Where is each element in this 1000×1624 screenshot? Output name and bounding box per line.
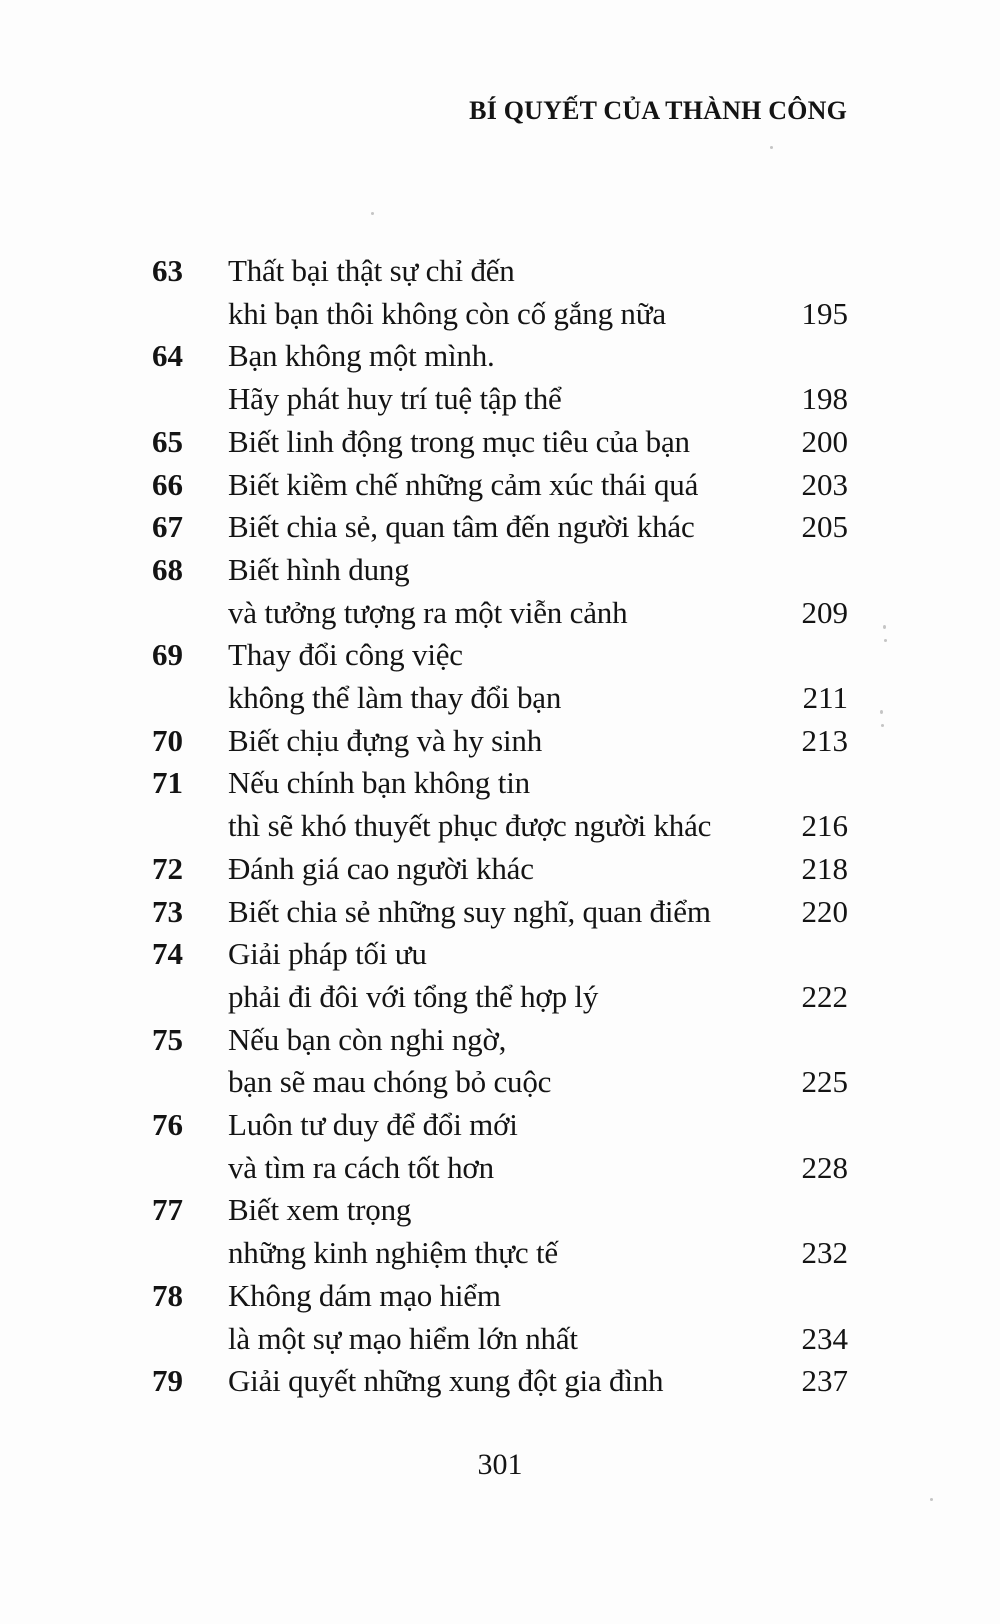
page-number-ref: 205: [801, 509, 848, 545]
toc-entry: [152, 933, 848, 1018]
page-number-ref: 222: [801, 978, 848, 1014]
scan-speckle: [881, 724, 884, 727]
chapter-title-line: Biết chia sẻ những suy nghĩ, quan điểm: [228, 893, 711, 929]
table-of-contents: [152, 250, 848, 1403]
chapter-title-line: Giải quyết những xung đột gia đình: [228, 1363, 664, 1399]
chapter-title-line: khi bạn thôi không còn cố gắng nữa: [228, 295, 666, 331]
chapter-number: 79: [152, 1363, 183, 1399]
chapter-title-line: những kinh nghiệm thực tế: [228, 1235, 558, 1271]
toc-entry: [152, 1275, 848, 1360]
chapter-number: 75: [152, 1021, 183, 1057]
page-number-ref: 216: [801, 808, 848, 844]
chapter-number: 70: [152, 722, 183, 758]
page-number-ref: 237: [801, 1363, 848, 1399]
chapter-title-line: phải đi đôi với tổng thể hợp lý: [228, 978, 599, 1014]
page-number-ref: 195: [801, 295, 848, 331]
chapter-number: 78: [152, 1277, 183, 1313]
chapter-number: 77: [152, 1192, 183, 1228]
toc-entry: [152, 1189, 848, 1274]
page-number-ref: 234: [801, 1320, 848, 1356]
chapter-title: [228, 1019, 776, 1104]
toc-entry: [152, 720, 848, 763]
chapter-title-line: Biết chia sẻ, quan tâm đến người khác: [228, 509, 695, 545]
scan-speckle: [883, 625, 886, 629]
chapter-title-line: Không dám mạo hiểm: [228, 1277, 501, 1313]
chapter-title-line: Luôn tư duy để đổi mới: [228, 1107, 518, 1143]
toc-entry: [152, 464, 848, 507]
page-number-ref: 203: [801, 466, 848, 502]
toc-entry: [152, 421, 848, 464]
page-number-ref: 200: [801, 423, 848, 459]
scan-speckle: [770, 146, 773, 149]
chapter-number: 72: [152, 850, 183, 886]
page-number-ref: 218: [801, 850, 848, 886]
toc-entry: [152, 1104, 848, 1189]
chapter-title: [228, 250, 776, 335]
chapter-title-line: Biết xem trọng: [228, 1192, 412, 1228]
chapter-number: 73: [152, 893, 183, 929]
toc-entry: [152, 848, 848, 891]
chapter-number: 74: [152, 936, 183, 972]
chapter-title-line: và tìm ra cách tốt hơn: [228, 1149, 494, 1185]
chapter-title-line: Hãy phát huy trí tuệ tập thể: [228, 381, 562, 417]
page-number-ref: 225: [801, 1064, 848, 1100]
chapter-title: [228, 549, 776, 634]
running-title: BÍ QUYẾT CỦA THÀNH CÔNG: [469, 96, 847, 125]
chapter-title: [228, 1275, 776, 1360]
chapter-number: 69: [152, 637, 183, 673]
chapter-title: [228, 1360, 776, 1403]
chapter-title: [228, 464, 776, 507]
chapter-number: 68: [152, 551, 183, 587]
page-number-ref: 228: [801, 1149, 848, 1185]
chapter-number: 63: [152, 253, 183, 288]
chapter-title: [228, 506, 776, 549]
toc-entry: [152, 549, 848, 634]
chapter-title: [228, 634, 776, 719]
chapter-title-line: Thất bại thật sự chỉ đến: [228, 253, 515, 288]
chapter-title-line: Biết linh động trong mục tiêu của bạn: [228, 423, 690, 459]
chapter-title: [228, 421, 776, 464]
chapter-title-line: Biết hình dung: [228, 551, 410, 587]
chapter-title: [228, 335, 776, 420]
page-number-ref: 211: [802, 680, 848, 716]
chapter-title-line: Biết kiềm chế những cảm xúc thái quá: [228, 466, 699, 502]
chapter-title-line: Nếu chính bạn không tin: [228, 765, 530, 801]
toc-entry: [152, 250, 848, 335]
chapter-title-line: bạn sẽ mau chóng bỏ cuộc: [228, 1064, 552, 1100]
chapter-number: 64: [152, 338, 183, 374]
page-number-ref: 198: [801, 381, 848, 417]
chapter-title-line: Thay đổi công việc: [228, 637, 463, 673]
chapter-title-line: Nếu bạn còn nghi ngờ,: [228, 1021, 507, 1057]
toc-entry: [152, 762, 848, 847]
chapter-title-line: Bạn không một mình.: [228, 338, 495, 374]
page-number-ref: 213: [801, 722, 848, 758]
chapter-title: [228, 933, 776, 1018]
chapter-title: [228, 762, 776, 847]
chapter-title-line: và tưởng tượng ra một viễn cảnh: [228, 594, 628, 630]
chapter-title: [228, 848, 776, 891]
scan-speckle: [371, 212, 374, 215]
chapter-title-line: Giải pháp tối ưu: [228, 936, 427, 972]
chapter-title-line: thì sẽ khó thuyết phục được người khác: [228, 808, 712, 844]
chapter-number: 76: [152, 1107, 183, 1143]
page-number-ref: 220: [801, 893, 848, 929]
chapter-number: 65: [152, 423, 183, 459]
chapter-number: 71: [152, 765, 183, 801]
toc-entry: [152, 891, 848, 934]
chapter-number: 67: [152, 509, 183, 545]
scan-speckle: [884, 639, 887, 642]
chapter-title: [228, 1104, 776, 1189]
toc-entry: [152, 1019, 848, 1104]
page-folio: 301: [477, 1448, 523, 1481]
page-number-ref: 232: [801, 1235, 848, 1271]
toc-entry: [152, 634, 848, 719]
chapter-title: [228, 720, 776, 763]
toc-entry: [152, 506, 848, 549]
page-number-ref: 209: [801, 594, 848, 630]
scan-speckle: [930, 1498, 933, 1501]
scan-speckle: [880, 710, 883, 714]
chapter-title-line: Đánh giá cao người khác: [228, 850, 534, 886]
chapter-number: 66: [152, 466, 183, 502]
toc-entry: [152, 335, 848, 420]
toc-entry: [152, 1360, 848, 1403]
chapter-title-line: Biết chịu đựng và hy sinh: [228, 722, 543, 758]
chapter-title: [228, 1189, 776, 1274]
chapter-title: [228, 891, 776, 934]
chapter-title-line: là một sự mạo hiểm lớn nhất: [228, 1320, 578, 1356]
chapter-title-line: không thể làm thay đổi bạn: [228, 680, 562, 716]
